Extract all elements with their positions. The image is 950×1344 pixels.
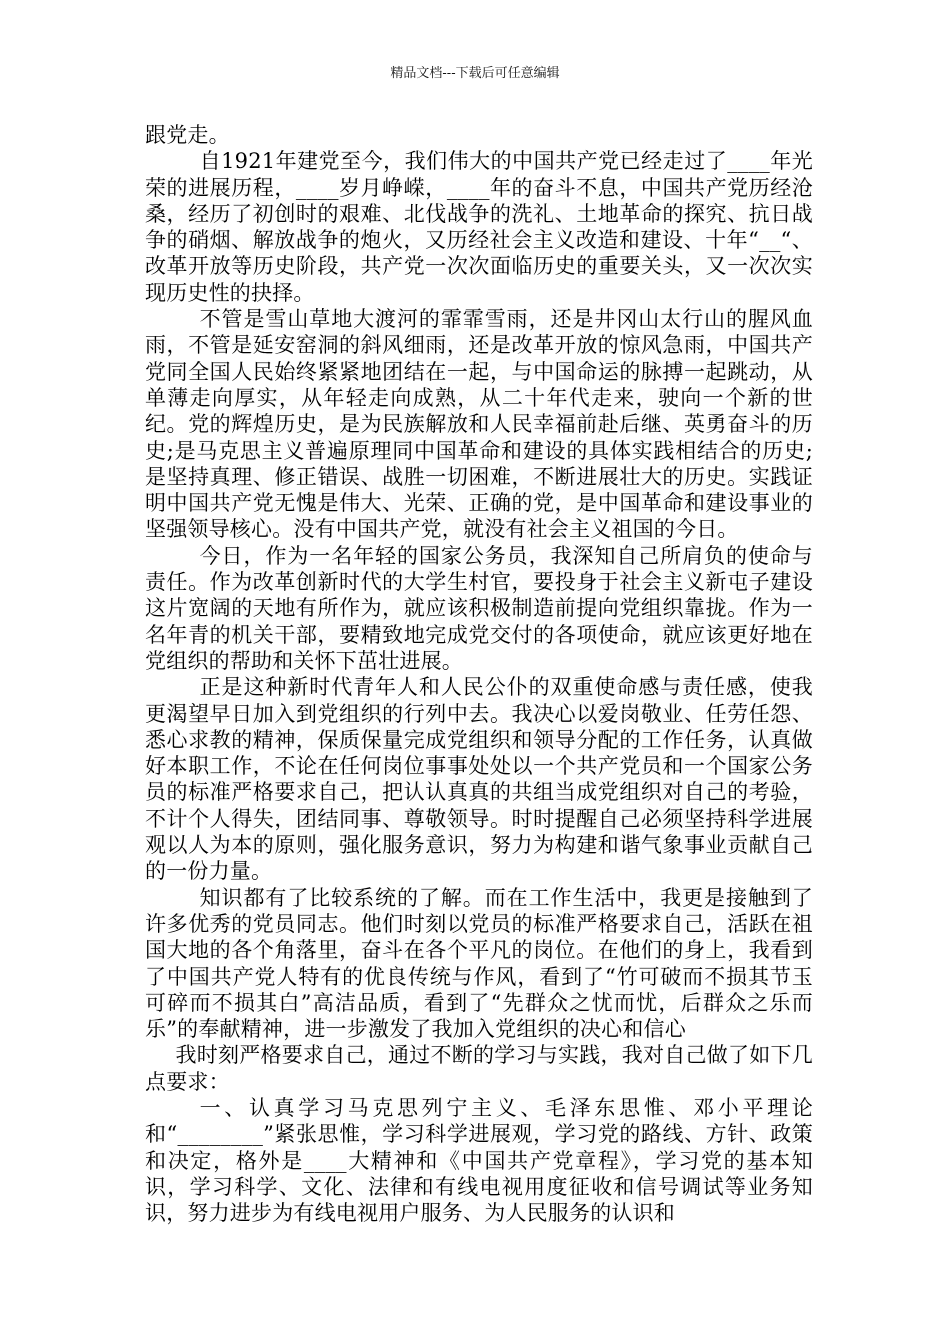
paragraph-continuation: 跟党走。 [145, 123, 230, 147]
paragraph-mission: 今日，作为一名年轻的国家公务员，我深知自己所肩负的使命与责任。作为改革创新时代的大学生村官，要投身于社会主义新屯子建设这片宽阔的天地有所作为，就应该积极制造前提向党组织靠拢。作为一名年青的机关干部，要精致地完成党交付的各项使命，就应该更好地在党组织的帮助和关怀下茁壮进展。 [145, 543, 813, 673]
paragraph-role-models: 知识都有了比较系统的了解。而在工作生活中，我更是接触到了许多优秀的党员同志。他们时刻以党员的标准严格要求自己，活跃在祖国大地的各个角落里，奋斗在各个平凡的岗位。在他们的身上，我看到了中国共产党人特有的优良传统与作风，看到了“竹可破而不损其节玉可碎而不损其白”高洁品质，看到了“先群众之忧而忧，后群众之乐而乐”的奉献精神，进一步激发了我加入党组织的决心和信心 [145, 885, 813, 1042]
paragraph-party-history: 自1921年建党至今，我们伟大的中国共产党已经走过了____年光荣的进展历程，____岁月峥嵘，____年的奋斗不息，中国共产党历经沧桑，经历了初创时的艰难、北伐战争的洗礼、土地革命的探究、抗日战争的硝烟、解放战争的炮火，又历经社会主义改造和建设、十年“__“、改革开放等历史阶段，共产党一次次面临历史的重要关头，又一次次实现历史性的抉择。 [145, 149, 813, 305]
document-body [145, 122, 813, 1226]
page-header: 精品文档---下载后可任意编辑 [390, 66, 560, 81]
paragraph-responsibility: 正是这种新时代青年人和人民公仆的双重使命感与责任感，使我更渴望早日加入到党组织的行列中去。我决心以爱岗敬业、任劳任怨、悉心求教的精神，保质保量完成党组织和领导分配的工作任务，认真做好本职工作，不论在任何岗位事事处处以一个共产党员和一个国家公务员的标准严格要求自己，把认认真真的共组当成党组织对自己的考验，不计个人得失，团结同事、尊敬领导。时时提醒自己必须坚持科学进展观以人为本的原则，强化服务意识，努力为构建和谐气象事业贡献自己的一份力量。 [145, 675, 813, 884]
paragraph-glorious-history: 不管是雪山草地大渡河的霏霏雪雨，还是井冈山太行山的腥风血雨，不管是延安窑洞的斜风细雨，还是改革开放的惊风急雨，中国共产党同全国人民始终紧紧地团结在一起，与中国命运的脉搏一起跳动，从单薄走向厚实，从年轻走向成熟，从二十年代走来，驶向一个新的世纪。党的辉煌历史，是为民族解放和人民幸福前赴后继、英勇奋斗的历史;是马克思主义普遍原理同中国革命和建设的具体实践相结合的历史;是坚持真理、修正错误、战胜一切困难，不断进展壮大的历史。实践证明中国共产党无愧是伟大、光荣、正确的党，是中国革命和建设事业的坚强领导核心。没有中国共产党，就没有社会主义祖国的今日。 [145, 307, 813, 542]
paragraph-requirement-one: 一、认真学习马克思列宁主义、毛泽东思惟、邓小平理论和“________”紧张思惟，学习科学进展观，学习党的路线、方针、政策和决定，格外是____大精神和《中国共产党章程》，学习党的基本知识，学习科学、文化、法律和有线电视用度征收和信号调试等业务知识，努力进步为有线电视用户服务、为人民服务的认识和 [145, 1095, 813, 1226]
paragraph-requirements-intro: 我时刻严格要求自己，通过不断的学习与实践，我对自己做了如下几点要求： [145, 1043, 813, 1094]
